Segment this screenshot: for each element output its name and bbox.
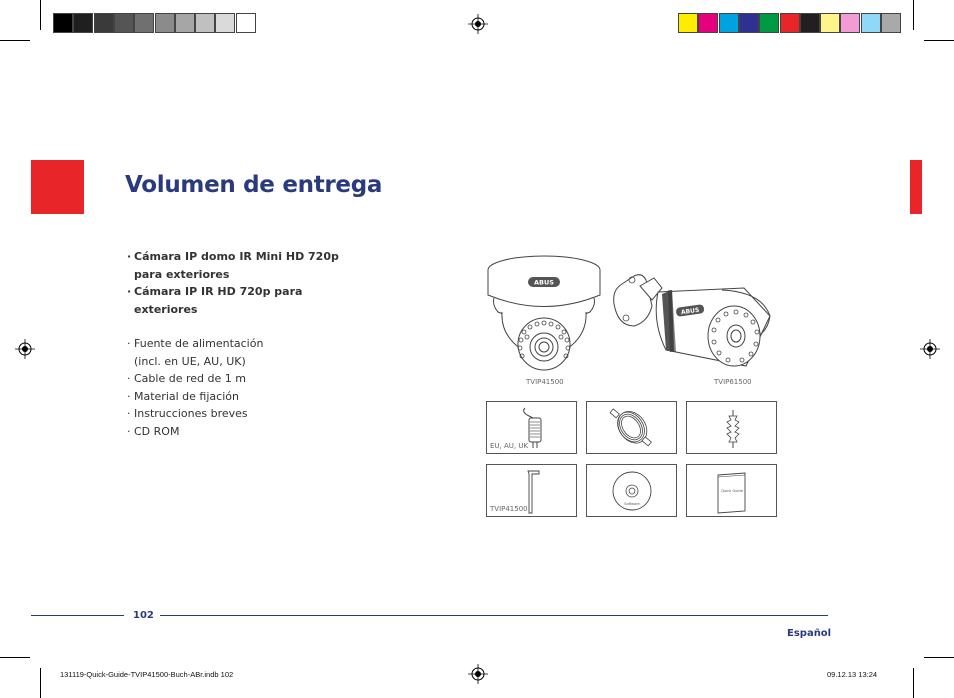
hex-key-label: TVIP41500 bbox=[490, 505, 528, 513]
color-swatch bbox=[678, 13, 698, 33]
cd-rom-box bbox=[586, 464, 677, 517]
registration-mark-icon bbox=[468, 14, 488, 34]
wall-plug-icon bbox=[723, 408, 743, 450]
color-swatch bbox=[175, 13, 195, 33]
color-swatch bbox=[780, 13, 800, 33]
hex-key-box bbox=[486, 464, 577, 517]
slug-datetime: 09.12.13 13:24 bbox=[827, 670, 878, 679]
chapter-marker-left bbox=[31, 160, 84, 214]
color-swatch bbox=[94, 13, 114, 33]
dome-camera-caption: TVIP41500 bbox=[526, 378, 564, 386]
color-swatch bbox=[53, 13, 73, 33]
svg-text:ABUS: ABUS bbox=[680, 306, 700, 317]
cd-rom-icon bbox=[611, 470, 653, 512]
svg-text:Quick Guide: Quick Guide bbox=[721, 489, 743, 493]
bullet-camera-illustration bbox=[612, 266, 782, 372]
color-swatch bbox=[215, 13, 235, 33]
list-item: · Cámara IP domo IR Mini HD 720p para exteriores bbox=[127, 248, 427, 283]
registration-mark-icon bbox=[920, 339, 940, 359]
color-swatch bbox=[719, 13, 739, 33]
network-cable-icon bbox=[607, 405, 657, 452]
color-swatch bbox=[861, 13, 881, 33]
list-item: · Material de fijación bbox=[127, 388, 427, 406]
footer-rule-right bbox=[160, 615, 828, 616]
color-swatch bbox=[881, 13, 901, 33]
contents-list bbox=[127, 248, 427, 440]
mounting-material-box bbox=[686, 401, 777, 454]
registration-mark-icon bbox=[15, 339, 35, 359]
color-swatch bbox=[134, 13, 154, 33]
bullet-camera-caption: TVIP61500 bbox=[714, 378, 752, 386]
page-number: 102 bbox=[133, 610, 154, 621]
dome-camera-illustration bbox=[484, 250, 604, 372]
color-swatch bbox=[195, 13, 215, 33]
color-swatch bbox=[155, 13, 175, 33]
quick-guide-icon bbox=[715, 469, 749, 515]
color-swatch bbox=[73, 13, 93, 33]
color-swatch bbox=[739, 13, 759, 33]
hex-key-icon bbox=[525, 469, 545, 515]
svg-text:Software: Software bbox=[624, 502, 640, 506]
language-label: Español bbox=[787, 628, 832, 639]
power-supply-label: EU, AU, UK bbox=[490, 442, 529, 450]
quick-guide-box bbox=[686, 464, 777, 517]
color-swatch bbox=[236, 13, 256, 33]
footer-rule-left bbox=[31, 615, 124, 616]
network-cable-box bbox=[586, 401, 677, 454]
registration-mark-icon bbox=[468, 664, 488, 684]
color-swatch bbox=[698, 13, 718, 33]
list-item: · Cable de red de 1 m bbox=[127, 370, 427, 388]
color-swatch bbox=[800, 13, 820, 33]
list-item: · Fuente de alimentación (incl. en UE, AU, UK) bbox=[127, 335, 427, 370]
color-swatch bbox=[114, 13, 134, 33]
list-item: · Cámara IP IR HD 720p para exteriores bbox=[127, 283, 427, 318]
power-supply-box bbox=[486, 401, 577, 454]
color-swatch bbox=[840, 13, 860, 33]
brand-logo: ABUS bbox=[534, 278, 554, 287]
color-swatch bbox=[759, 13, 779, 33]
chapter-marker-right bbox=[910, 160, 922, 214]
slug-filename: 131119-Quick-Guide-TVIP41500-Buch-ABr.indb 102 bbox=[60, 670, 234, 679]
color-swatch bbox=[820, 13, 840, 33]
list-item: · CD ROM bbox=[127, 423, 427, 441]
page-title: Volumen de entrega bbox=[125, 172, 383, 198]
list-item: · Instrucciones breves bbox=[127, 405, 427, 423]
